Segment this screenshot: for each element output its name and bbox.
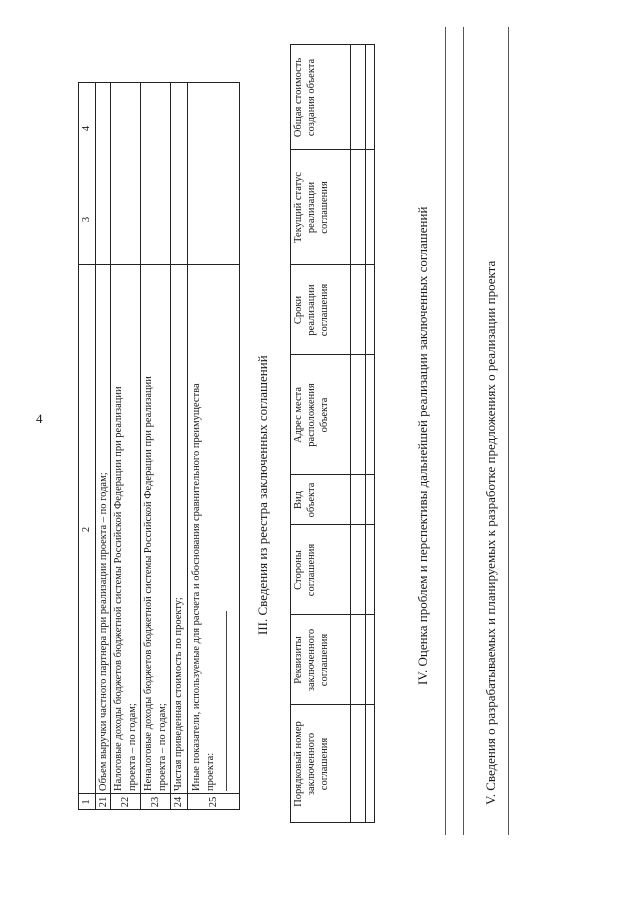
row-number: 25 — [208, 796, 219, 808]
column-header: Реквизиты заключенного соглашения — [293, 628, 330, 692]
column-header: Текущий статус реализации соглашения — [293, 172, 330, 243]
col-header-2: 2 — [81, 526, 92, 533]
row-text: Чистая приведенная стоимость по проекту; — [173, 597, 184, 791]
section-3-title: III. Сведения из реестра заключенных соглашений — [255, 355, 270, 635]
row-number: 24 — [173, 796, 184, 808]
blank-line — [508, 27, 509, 835]
column-header: Стороны соглашения — [293, 543, 317, 597]
row-number: 21 — [98, 796, 109, 808]
row-number: 23 — [150, 796, 161, 808]
row-text: проекта – по годам; — [127, 703, 138, 791]
column-header: Порядковый номер заключенного соглашения — [293, 721, 330, 807]
row-text: проекта – по годам; — [157, 703, 168, 791]
column-header: Общая стоимость создания объекта — [293, 57, 317, 138]
col-header-1: 1 — [81, 799, 92, 805]
row-text: Налоговые доходы бюджетов бюджетной системы Российской Федерации при реализации — [113, 386, 124, 791]
row-text: Неналоговые доходы бюджетов бюджетной системы Российской Федерации при реализации — [143, 376, 154, 791]
col-header-3: 3 — [81, 216, 92, 223]
fill-line — [226, 611, 227, 791]
section-4-title: IV. Оценка проблем и перспективы дальнейшей реализации заключенных соглашений — [415, 206, 430, 685]
row-number: 22 — [120, 796, 131, 808]
column-header: Адрес места расположения объекта — [293, 383, 330, 447]
row-text: Объем выручки частного партнера при реализации проекта – по годам; — [98, 472, 109, 791]
column-header: Сроки реализации соглашения — [293, 283, 330, 337]
blank-line — [463, 27, 464, 835]
row-text: Иные показатели, используемые для расчета и обоснования сравнительного преимущества — [191, 383, 202, 791]
column-header: Вид объекта — [293, 482, 317, 518]
page-number: 4 — [36, 411, 43, 426]
section-5-title: V. Сведения о разрабатываемых и планируемых к разработке предложениях о реализации проекта — [483, 260, 498, 805]
row-text: проекта: — [205, 752, 216, 791]
col-header-4: 4 — [81, 125, 92, 132]
blank-line — [445, 27, 446, 835]
